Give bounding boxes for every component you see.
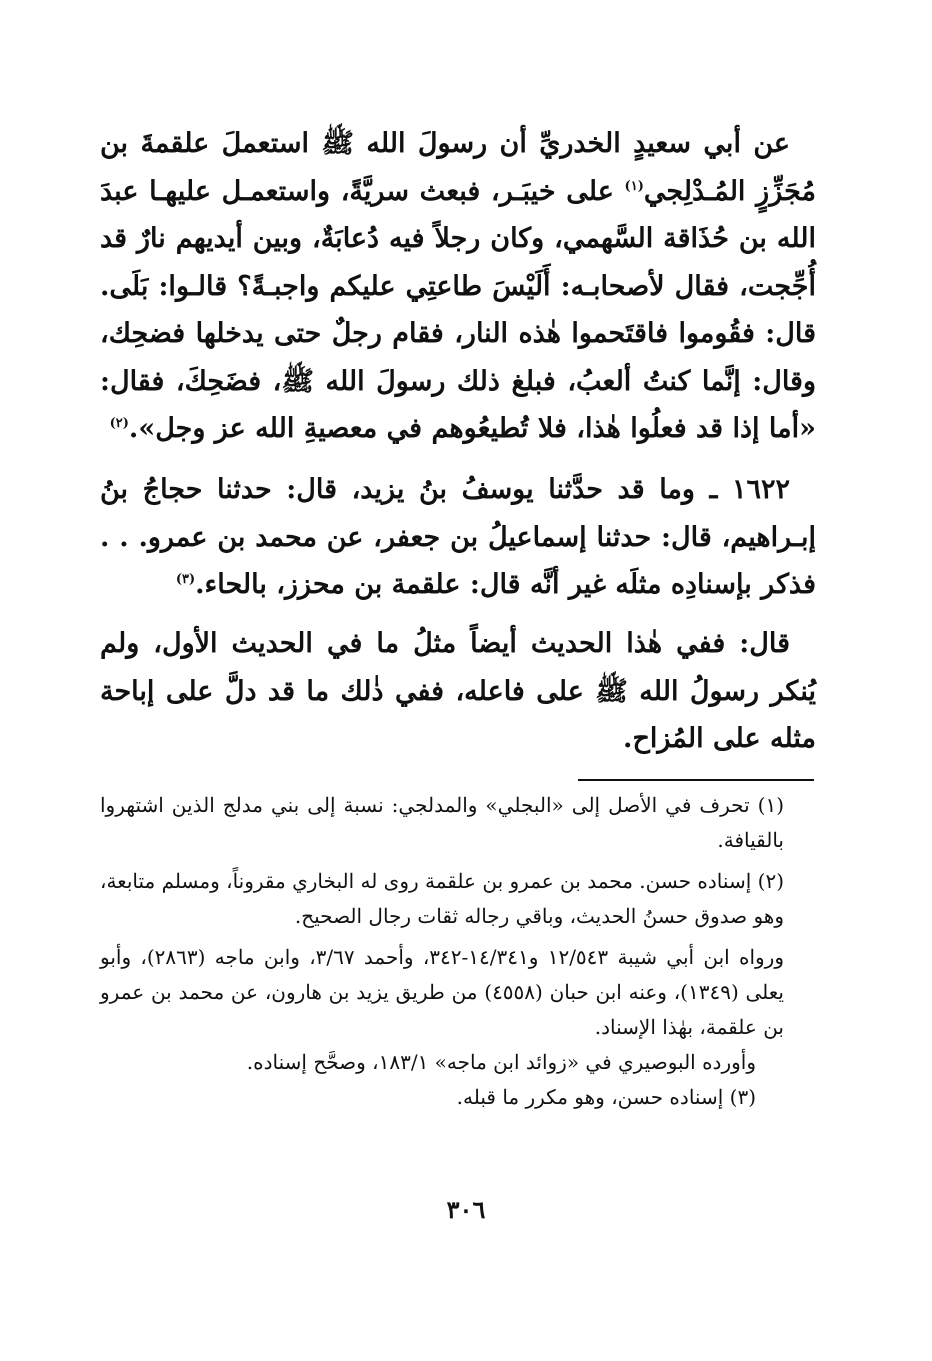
page-number: ٣٠٦ <box>446 1195 486 1224</box>
hadith-1622-text: ١٦٢٢ ـ وما قد حدَّثنا يوسفُ بنُ يزيد، قال: حدثنا حجاجُ بنُ إبـراهيم، قال: حدثنا إسماعيلُ بن جعفر، عن محمد بن عمرو. . . فذكر بإسنادِه مثلَه غير أنَّه قال: علقمة بن محزز، بالحاء. <box>100 474 816 600</box>
footnote-2-continuation-2: وأورده البوصيري في «زوائد ابن ماجه» ١٨٣/١، وصحَّح إسناده. <box>246 1050 756 1074</box>
main-text-hadith <box>100 120 816 453</box>
main-text-commentary <box>100 620 816 763</box>
footnote-2: (٢) إسناده حسن. محمد بن عمرو بن علقمة روى له البخاري مقروناً، ومسلم متابعة، وهو صدوق حسنُ الحديث، وباقي رجاله ثقات رجال الصحيح. <box>100 869 784 928</box>
footnote-ref-3: (٣) <box>175 572 196 587</box>
footnote-3: (٣) إسناده حسن، وهو مكرر ما قبله. <box>456 1085 756 1109</box>
commentary-paragraph: قال: ففي هٰذا الحديث أيضاً مثلُ ما في الحديث الأول، ولم يُنكر رسولُ الله ﷺ على فاعله، ففي ذٰلك ما قد دلَّ على إباحة مثله على المُزاح. <box>100 628 816 754</box>
footnote-2-continuation: ورواه ابن أبي شيبة ١٢/٥٤٣ و١٤/٣٤١-٣٤٢، وأحمد ٣/٦٧، وابن ماجه (٢٨٦٣)، وأبو يعلى (١٣٤٩)، وعنه ابن حبان (٤٥٥٨) من طريق يزيد بن هارون، عن محمد بن عمرو بن علقمة، بهٰذا الإسناد. <box>100 945 785 1039</box>
footnote-ref-2: (٢) <box>109 416 129 431</box>
footnote-ref-1: (١) <box>624 178 644 194</box>
footnotes-section <box>100 788 812 1115</box>
main-text-hadith-1622 <box>100 466 816 609</box>
hadith-text: عن أبي سعيدٍ الخدريِّ أن رسولَ الله ﷺ استعملَ علقمةَ بن مُجَزِّزٍ المُـدْلِجي$^{(١)}$ على خيبَـر، فبعث سريَّةً، واستعمـل عليهـا عبدَ الله بن حُذَاقة السَّهمي، وكان رجلاً فيه دُعابَةٌ، وبين أيديهم نارٌ قد أُجِّجت، فقال لأصحابـه: أَلَيْسَ طاعتِي عليكم واجبـةً؟ قالـوا: بَلَى. قال: فقُوموا فاقتَحموا هٰذه النار، فقام رجلٌ حتى يدخلها فضحِك، وقال: إنَّما كنتُ ألعبُ، فبلغ ذلك رسولَ الله ﷺ، فضَحِكَ، فقال: «أما إذا قد فعلُوا هٰذا، فلا تُطيعُوهم في معصيةِ الله عز وجل». <box>100 128 816 444</box>
hadith-paragraph <box>100 120 816 453</box>
hadith-1622-paragraph <box>100 466 816 609</box>
footnote-1: (١) تحرف في الأصل إلى «البجلي» والمدلجي: نسبة إلى بني مدلج الذين اشتهروا بالقيافة. <box>100 793 784 852</box>
footnote-separator <box>578 779 814 781</box>
